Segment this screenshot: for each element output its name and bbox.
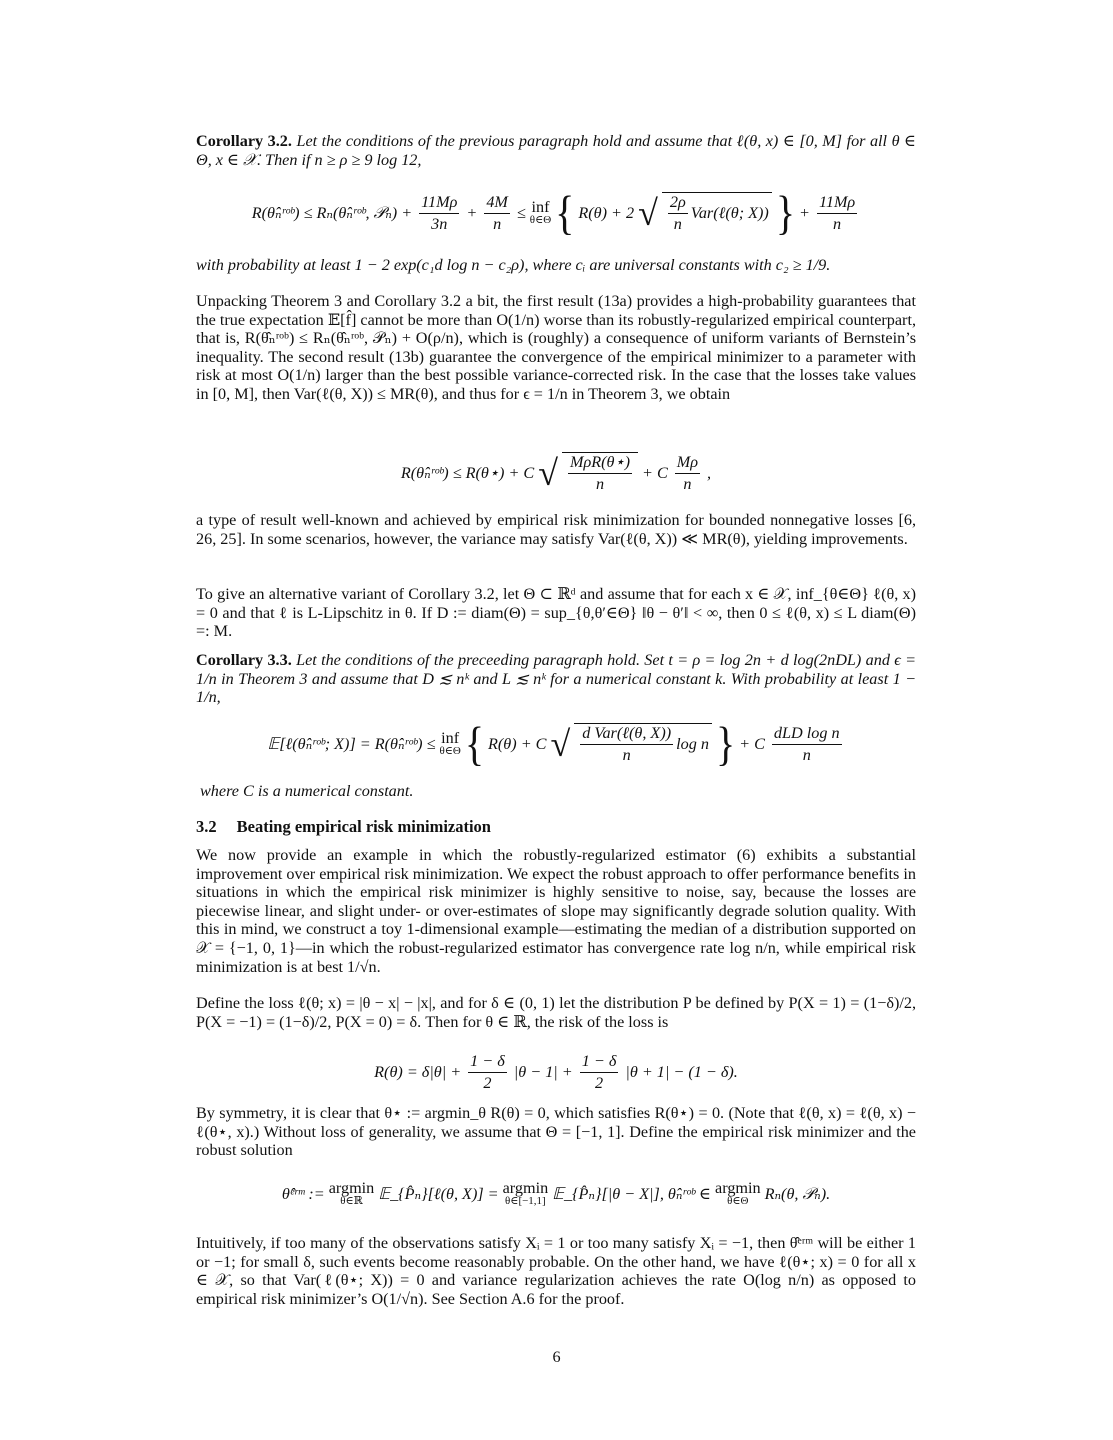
sqrt-body: $\frac{2\rho}{n}$ Var(ℓ(θ; X)) <box>662 192 772 233</box>
paragraph-intuitively: Intuitively, if too many of the observations satisfy Xᵢ = 1 or too many satisfy Xᵢ = −1, then θ̂ᵉʳᵐ will be either 1 or −1; for small δ, such events become reasonably probable. On the other hand, we have ℓ(θ⋆; x) = 0 for all x ∈ 𝒳, so that Var(ℓ(θ⋆; X)) = 0 and variance regularization achieves the rate O(log n/n) as opposed to empirical risk minimizer’s O(1/√n). See Section A.6 for the proof. <box>196 1234 916 1308</box>
section-number: 3.2 <box>196 817 217 836</box>
corollary-3-2 <box>196 132 916 169</box>
equation-corollary-3-2 <box>196 186 916 240</box>
op: + <box>466 203 478 222</box>
op: ≤ <box>516 203 526 222</box>
left-brace: { <box>555 185 575 240</box>
equation-risk: R(θ) = δ|θ| + $\frac{1 - \delta}{2}$ |θ − 1| + $\frac{1 - \delta}{2}$ |θ + 1| − (1 − δ). <box>374 1051 738 1092</box>
inf-operator: inf θ∈Θ <box>529 198 552 226</box>
left-brace: { <box>464 716 485 771</box>
equation-estimators: θ̂ᵉʳᵐ := argmin θ∈ℝ 𝔼_{P̂ₙ}[ℓ(θ, X)] = argmin θ∈[−1,1] 𝔼_{P̂ₙ}[|θ − X|], θ̂ₙʳᵒᵇ ∈ argmin θ∈Θ Rₙ(θ, 𝒫ₙ). <box>281 1179 831 1207</box>
equation-corollary-3-3: 𝔼[ℓ(θ̂ₙʳᵒᵇ; X)] = R(θ̂ₙʳᵒᵇ) ≤ inf θ∈Θ { R(θ) + C √ $\frac{\text{d Var(ℓ(θ, X))}}{n}$ log n } + C $\frac{\text{dLD log n}}{n}$ <box>267 716 840 771</box>
fraction: $\frac{11M\rho}{n}$ <box>818 192 856 233</box>
section-title: Beating empirical risk minimization <box>236 817 491 836</box>
corollary-3-3 <box>196 651 916 707</box>
where-statement: where C is a numerical constant. <box>200 782 414 800</box>
sqrt-icon: √ <box>538 452 558 493</box>
eq-lhs: R(θ̂ₙʳᵒᵇ) ≤ Rₙ(θ̂ₙʳᵒᵇ, 𝒫ₙ) + <box>251 203 413 222</box>
paragraph-unpacking: Unpacking Theorem 3 and Corollary 3.2 a bit, the first result (13a) provides a high-probability guarantees that the true expectation 𝔼[f̂] cannot be more than O(1/n) worse than its robustly-regularized empirical counterpart, that is, R(θ̂ₙʳᵒᵇ) ≤ Rₙ(θ̂ₙʳᵒᵇ, 𝒫ₙ) + O(ρ/n), which is (roughly) a consequence of uniform variants of Bernstein’s inequality. The second result (13b) guarantee the convergence of the empirical minimizer to a parameter with risk at most O(1/n) larger than the best possible variance-corrected risk. In the case that the losses take values in [0, M], then Var(ℓ(θ, X)) ≤ MR(θ), and thus for ϵ = 1/n in Theorem 3, we obtain <box>196 292 916 403</box>
paragraph-symmetry: By symmetry, it is clear that θ⋆ := argmin_θ R(θ) = 0, which satisfies R(θ⋆) = 0. (Note that ℓ(θ, x) = ℓ(θ, x) − ℓ(θ⋆, x).) Without loss of generality, we assume that Θ = [−1, 1]. Define the empirical risk minimizer and the robust solution <box>196 1104 916 1160</box>
paragraph-example: We now provide an example in which the robustly-regularized estimator (6) exhibits a substantial improvement over empirical risk minimization. We expect the robust approach to offer performance benefits in situations in which the empirical risk minimizer is highly sensitive to noise, say, because the losses are piecewise linear, and slight under- or over-estimates of slope may significantly degrade solution quality. With this in mind, we construct a toy 1-dimensional example—estimating the median of a distribution supported on 𝒳 = {−1, 0, 1}—in which the robust-regularized estimator has convergence rate log n/n, while empirical risk minimization is at best 1/√n. <box>196 846 916 976</box>
sqrt-icon: √ <box>638 192 658 233</box>
paragraph-well-known: a type of result well-known and achieved by empirical risk minimization for bounded nonnegative losses [6, 26, 25]. In some scenarios, however, the variance may satisfy Var(ℓ(θ, X)) ≪ MR(θ), yielding improvements. <box>196 511 916 548</box>
section-heading <box>196 818 511 837</box>
fraction: $\frac{11M\rho}{3n}$ <box>421 192 458 233</box>
corollary-label: Corollary 3.2. <box>196 132 292 150</box>
eq-inner: R(θ) + 2 <box>578 203 635 222</box>
page-number: 6 <box>552 1348 561 1366</box>
sqrt-icon: √ <box>550 723 571 764</box>
op: + <box>799 203 810 222</box>
corollary-statement: Let the conditions of the preceeding paragraph hold. Set t = ρ = log 2n + d log(2nDL) and ϵ = 1/n in Theorem 3 and assume that D ≲ nᵏ and L ≲ nᵏ for a numerical constant k. With probability at least 1 − 1/n, <box>196 651 917 707</box>
corollary-statement: Let the conditions of the previous paragraph hold and assume that ℓ(θ, x) ∈ [0, M] for all θ ∈ Θ, x ∈ 𝒳. Then if n ≥ ρ ≥ 9 log 12, <box>196 132 917 169</box>
paragraph-alternative: To give an alternative variant of Corollary 3.2, let Θ ⊂ ℝᵈ and assume that for each x ∈ 𝒳, inf_{θ∈Θ} ℓ(θ, x) = 0 and that ℓ is L-Lipschitz in θ. If D := diam(Θ) = sup_{θ,θ′∈Θ} ‖θ − θ′‖ < ∞, then 0 ≤ ℓ(θ, x) ≤ L diam(Θ) =: M. <box>196 585 916 641</box>
right-brace: } <box>775 185 796 240</box>
right-brace: } <box>715 716 736 771</box>
fraction: $\frac{4M}{n}$ <box>486 192 508 233</box>
paragraph-define-loss: Define the loss ℓ(θ; x) = |θ − x| − |x|, and for δ ∈ (0, 1) let the distribution P be defined by P(X = 1) = (1−δ)/2, P(X = −1) = (1−δ)/2, P(X = 0) = δ. Then for θ ∈ ℝ, the risk of the loss is <box>196 994 916 1031</box>
probability-statement: with probability at least 1 − 2 exp(c₁d log n − c₂ρ), where cᵢ are universal constants with c₂ ≥ 1/9. <box>196 256 831 274</box>
equation-risk-bound: R(θ̂ₙʳᵒᵇ) ≤ R(θ⋆) + C √ $\frac{\text{MρR(θ⋆)}}{n}$ + C $\frac{M\rho}{n}$ , <box>400 452 712 493</box>
corollary-label: Corollary 3.3. <box>196 651 292 669</box>
